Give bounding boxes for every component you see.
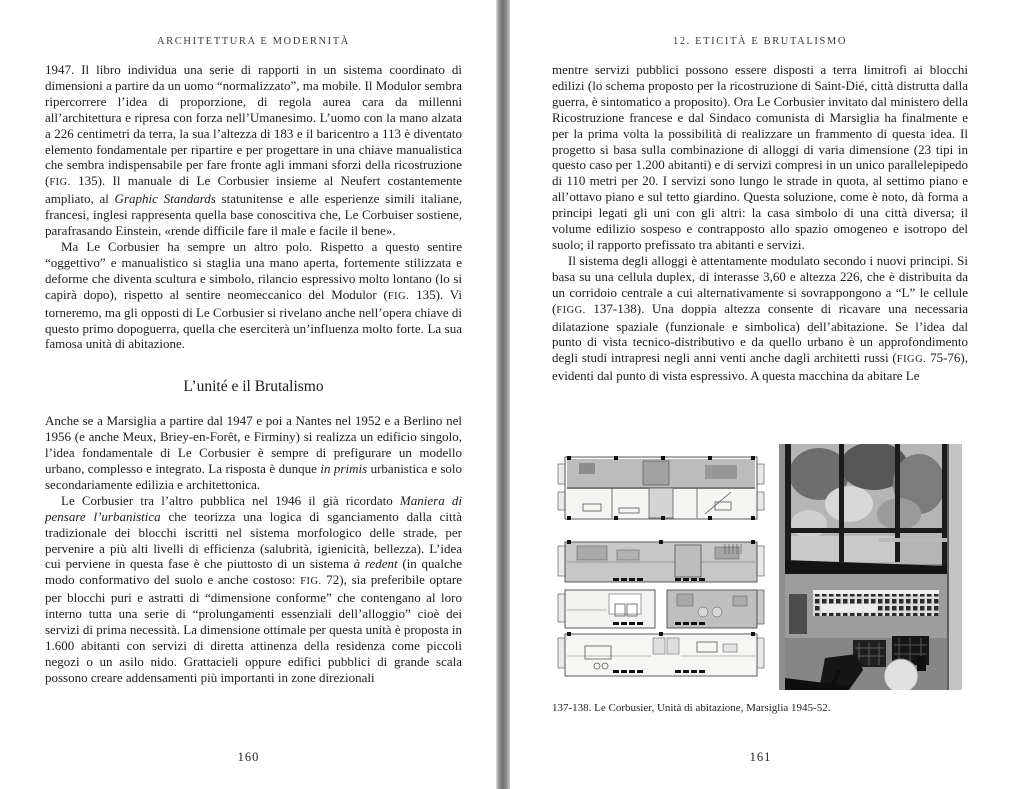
section-strip	[558, 456, 764, 520]
plan-strip-lower	[558, 632, 764, 676]
page-number-right: 161	[749, 750, 772, 764]
plan-strip-upper	[558, 540, 764, 582]
wall-column	[947, 444, 962, 690]
page-left	[0, 0, 497, 789]
body-text-left	[45, 62, 462, 686]
floor-and-furniture	[785, 636, 947, 690]
paragraph: 1947. Il libro individua una serie di rapporti in un sistema coordinato di dimensioni a partire da un uomo “normalizzato”, ma mobile. Il Modulor sembra ripercorrere l’idea di proporzione, di regola aurea cara da millenni all’architettura e ripresa con forza nell’Umanesimo. L’uomo con la mano alzata a 226 centimetri da terra, la sua l’altezza di 183 e il baricentro a 113 è diventato elemento fondamentale per ripartire e per progettare in una chiave manualistica che sembra indispensabile per fare fronte agli immani sforzi della ricostruzione (FIG. 135). Il manuale di Le Corbusier insieme al Neufert costantemente ampliato, al Graphic Standards statunitense e alle esperienze simili italiane, francesi, inglesi rappresenta quella base conoscitiva che, Le Corbuiser sostiene, parafrasando Einstein, «rende difficile fare il male e facile il bene».	[45, 62, 462, 239]
paragraph: Le Corbusier tra l’altro pubblica nel 1946 il già ricordato Maniera di pensare l’urbanistica che teorizza una logica di sganciamento dalla città tradizionale dei blocchi iscritti nel sistema morfologico delle strade, per pervenire a più alti livelli di efficienza (salubrità, igienicità, bellezza). L’idea cui perviene in questa fase è che piuttosto di un sistema à redent (in qualche modo conformativo del suolo e anche costoso: FIG. 72), sia preferibile optare per blocchi puri e astratti di “dimensione conforme” che contengano al loro interno tutta una serie di “prolungamenti essenziali dell’alloggio” cioè dei servizi di prima necessità. La dimensione ottimale per questa unità è proposta in 1.600 abitanti con servizi di diretta attinenza della residenza come piccoli negozi o un asilo nido. Grattacieli oppure edifici pubblici di grande scala possono creare addensamenti più importanti in zone direzionali	[45, 492, 463, 685]
unite-interior-photo-figure	[779, 444, 962, 690]
figure-caption: 137-138. Le Corbusier, Unità di abitazione, Marsiglia 1945-52.	[552, 702, 831, 714]
tree-foliage	[785, 444, 947, 564]
balcony-lattice	[785, 574, 947, 640]
unite-floor-plans-figure	[557, 452, 765, 690]
section-heading: L’unité e il Brutalismo	[183, 378, 324, 396]
page-right	[512, 0, 1009, 789]
plan-strip-middle	[558, 590, 764, 628]
paragraph: mentre servizi pubblici possono essere disposti a terra limitrofi ai blocchi edilizi (lo schema proposto per la ricostruzione di Saint-Dié, città distrutta dalla guerra, è sintomatico a proposito). Ora Le Corbusier invitato dal ministero della Ricostruzione francese e dal Sindaco comunista di Marsiglia ha finalmente e per la prima volta la possibilità di realizzare un frammento di questa idea. Il progetto si basa sulla combinazione di alloggi di varia dimensione (23 tipi in questo caso per 1.200 abitanti) e di servizi compresi in un unico parallelepipedo di 110 metri per 20. I servizi sono lungo le strade in quota, al settimo piano e all’ottavo piano e sul tetto giardino. Questa soluzione, come è noto, dà forma a principi legati gli uni con gli altri: la casa simbolo di una città diversa; il volume edilizio sospeso e contrapposto allo spazio omogeneo e isotropo del suolo; il rapporto prefissato tra abitanti e servizi.	[552, 62, 968, 252]
floor-plans-drawing	[557, 452, 765, 690]
running-head-left: ARCHITETTURA E MODERNITÀ	[157, 36, 350, 47]
body-text-right	[552, 62, 968, 384]
round-table	[884, 659, 918, 690]
running-head-right: 12. ETICITÀ E BRUTALISMO	[672, 36, 848, 47]
interior-photograph	[779, 444, 962, 690]
binding-gutter	[496, 0, 510, 789]
paragraph: Ma Le Corbusier ha sempre un altro polo. Rispetto a questo sentire “oggettivo” e manualistico si staglia una mano aperta, fortemente stilizzata e deforme che diventa scultura e simbolo, rilancio espressivo molto lontano (lo si capirà dopo), rispetto al sentire neomeccanico del Modulor (FIG. 135). Vi torneremo, ma gli opposti di Le Corbusier si rivelano anche nell’opera chiave di questo primo dopoguerra, quella che eserciterà un’influenza molto forte. La sua famosa unità di abitazione.	[45, 238, 462, 352]
paragraph: Il sistema degli alloggi è attentamente modulato secondo i nuovi principi. Si basa su una cellula duplex, di interasse 3,60 e altezza 226, che è distribuita da un corridoio centrale a cui alternativamente si sovrappongono a “L” le cellule (FIGG. 137-138). Una doppia altezza consente di ricavare una necessaria dilatazione spaziale (funzionale e simbolica) dell’abitazione. Se l’idea dal punto di vista tecnico-distributivo e da quello urbano è un approfondimento degli studi intrapresi negli anni venti anche dagli architetti russi (FIGG. 75-76), evidenti dal punto di vista espressivo. A questa macchina da abitare Le	[552, 252, 968, 384]
page-number-left: 160	[237, 750, 260, 764]
paragraph: Anche se a Marsiglia a partire dal 1947 e poi a Nantes nel 1952 e a Berlino nel 1956 (e anche Meux, Briey-en-Forêt, e Firminy) si realizza un edificio singolo, l’idea fondamentale di Le Corbusier è sempre di prefigurare un modello urbano, complesso e integrato. La risposta è dunque in primis urbanistica e solo secondariamente edilizia e architettonica.	[45, 413, 462, 492]
